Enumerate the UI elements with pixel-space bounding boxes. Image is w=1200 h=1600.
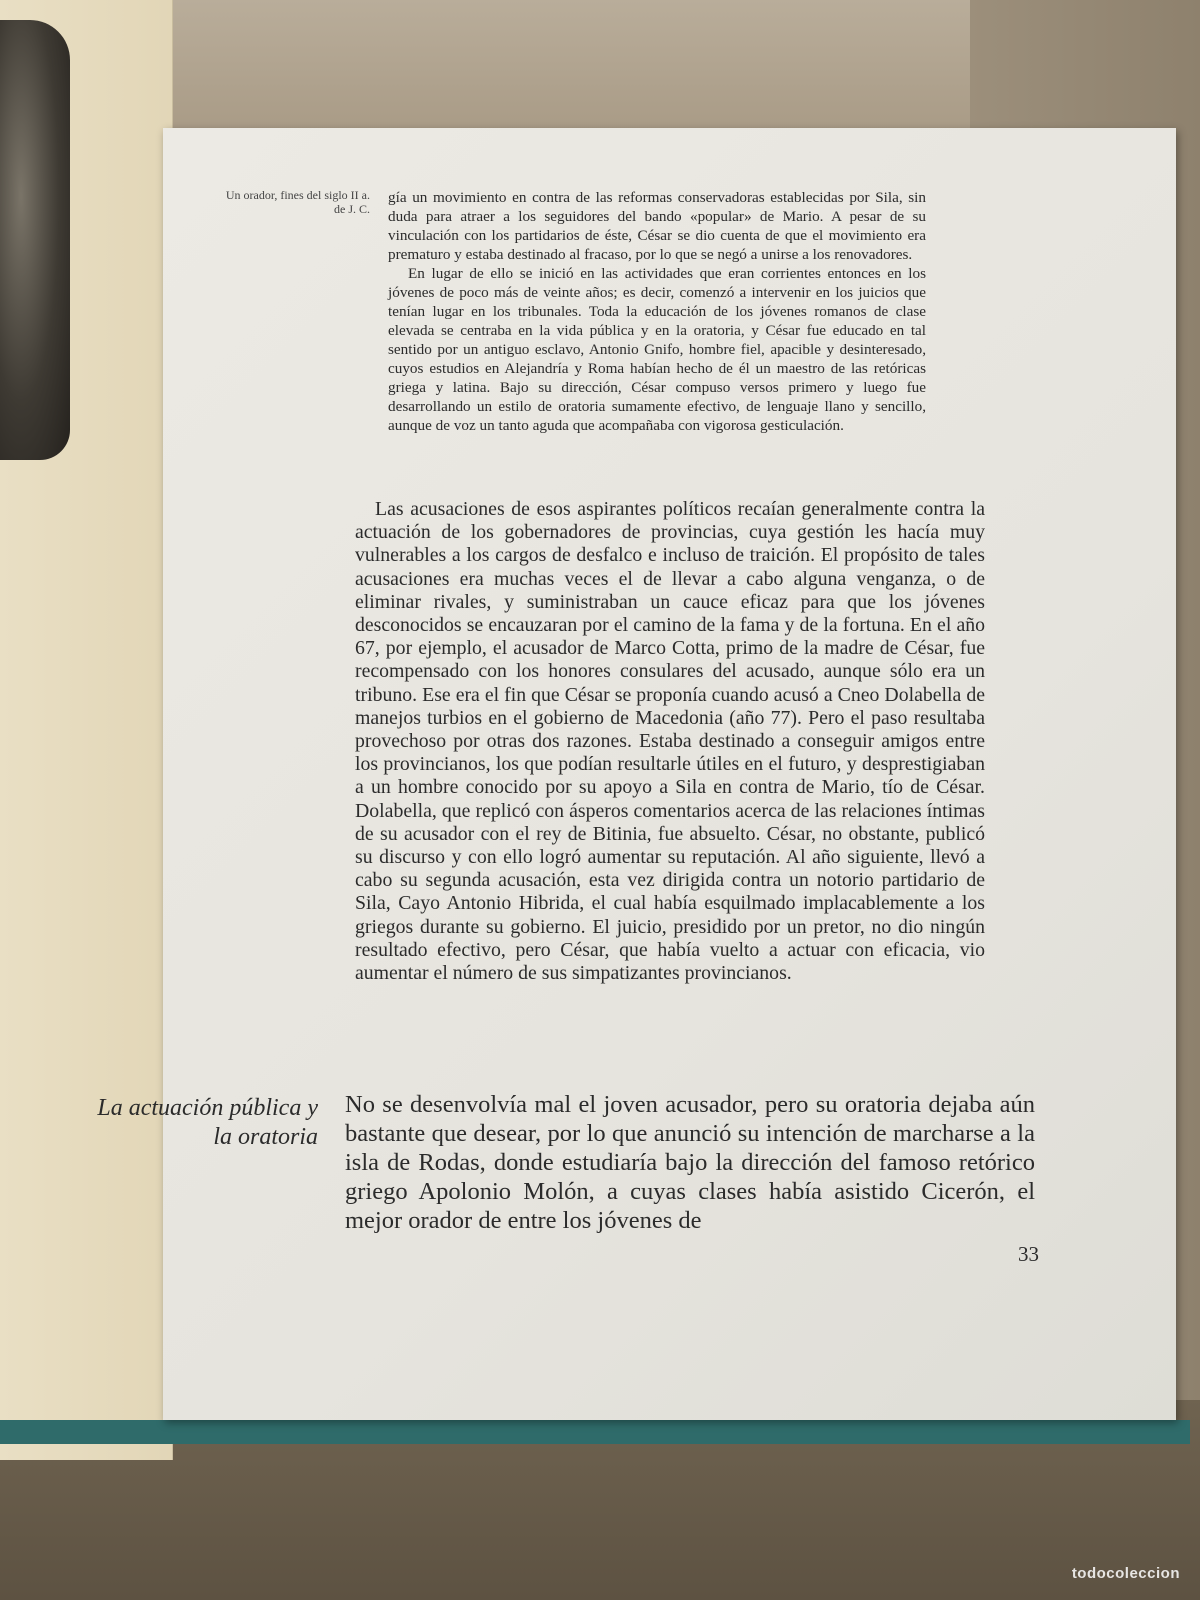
medium-text-column [355, 498, 985, 985]
section-heading: La actuación pública y la oratoria [97, 1095, 318, 1150]
page-number: 33 [1018, 1242, 1039, 1266]
small-text-column [388, 188, 926, 435]
large-text-column [345, 1090, 1035, 1235]
orator-photo [0, 20, 70, 460]
paragraph: En lugar de ello se inició en las actividades que eran corrientes entonces en los jóvenes de poco más de veinte años; es decir, comenzó a intervenir en los juicios que tenían lugar en los tribunales. Toda la educación de los jóvenes romanos de clase elevada se centraba en la vida pública y en la oratoria, y César fue educado en tal sentido por un antiguo esclavo, Antonio Gnifo, hombre fiel, apacible y desinteresado, cuyos estudios en Alejandría y Roma habían hecho de él un maestro de las retóricas griega y latina. Bajo su dirección, César compuso versos primero y luego fue desarrollando un estilo de oratoria sumamente efectivo, de lenguaje llano y sencillo, aunque de voz un tanto aguda que acompañaba con vigorosa gesticulación. [388, 265, 926, 434]
paragraph: Las acusaciones de esos aspirantes políticos recaían generalmente contra la actuación de los gobernadores de provincias, cuya gestión les hacía muy vulnerables a los cargos de desfalco e incluso de traición. El propósito de tales acusaciones era muchas veces el de llevar a cabo alguna venganza, o de eliminar rivales, y suministraban un cauce eficaz para que los jóvenes desconocidos se encauzaran por el camino de la fama y de la fortuna. En el año 67, por ejemplo, el acusador de Marco Cotta, primo de la madre de César, fue recompensado con los honores consulares del acusado, aunque sólo era un tribuno. Ese era el fin que César se proponía cuando acusó a Cneo Dolabella de manejos turbios en el gobierno de Macedonia (año 77). Pero el paso resultaba provechoso por otras dos razones. Estaba destinado a conseguir amigos entre los provincianos, los que podían resultarle útiles en el futuro, y desprestigiaban a un hombre conocido por su apoyo a Sila en contra de Mario, tío de César. Dolabella, que replicó con ásperos comentarios acerca de las relaciones íntimas de su acusador con el rey de Bitinia, fue absuelto. César, no obstante, publicó su discurso y con ello logró aumentar su reputación. Al año siguiente, llevó a cabo su segunda acusación, esta vez dirigida contra un notorio partidario de Sila, Cayo Antonio Hibrida, el cual había esquilmado implacablemente a los griegos durante su gobierno. El juicio, presidido por un pretor, no dio ningún resultado efectivo, pero César, que había vuelto a actuar con eficacia, vio aumentar el número de sus simpatizantes provincianos. [355, 498, 985, 985]
photo-caption: Un orador, fines del siglo II a. de J. C. [225, 188, 370, 216]
paragraph: gía un movimiento en contra de las reformas conservadoras establecidas por Sila, sin duda para atraer a los seguidores del bando «popular» de Mario. A pesar de su vinculación con los partidarios de éste, César se dio cuenta de que el movimiento era prematuro y estaba destinado al fracaso, por lo que se negó a unirse a los renovadores. [388, 189, 926, 263]
book-cover-edge [0, 1420, 1190, 1444]
watermark: todocoleccion [1071, 1565, 1180, 1582]
paragraph: No se desenvolvía mal el joven acusador, pero su oratoria dejaba aún bastante que desear, por lo que anunció su intención de marcharse a la isla de Rodas, donde estudiaría bajo la dirección del famoso retórico griego Apolonio Molón, a cuyas clases había asistido Cicerón, el mejor orador de entre los jóvenes de [345, 1091, 1035, 1234]
facing-page [0, 0, 173, 1460]
